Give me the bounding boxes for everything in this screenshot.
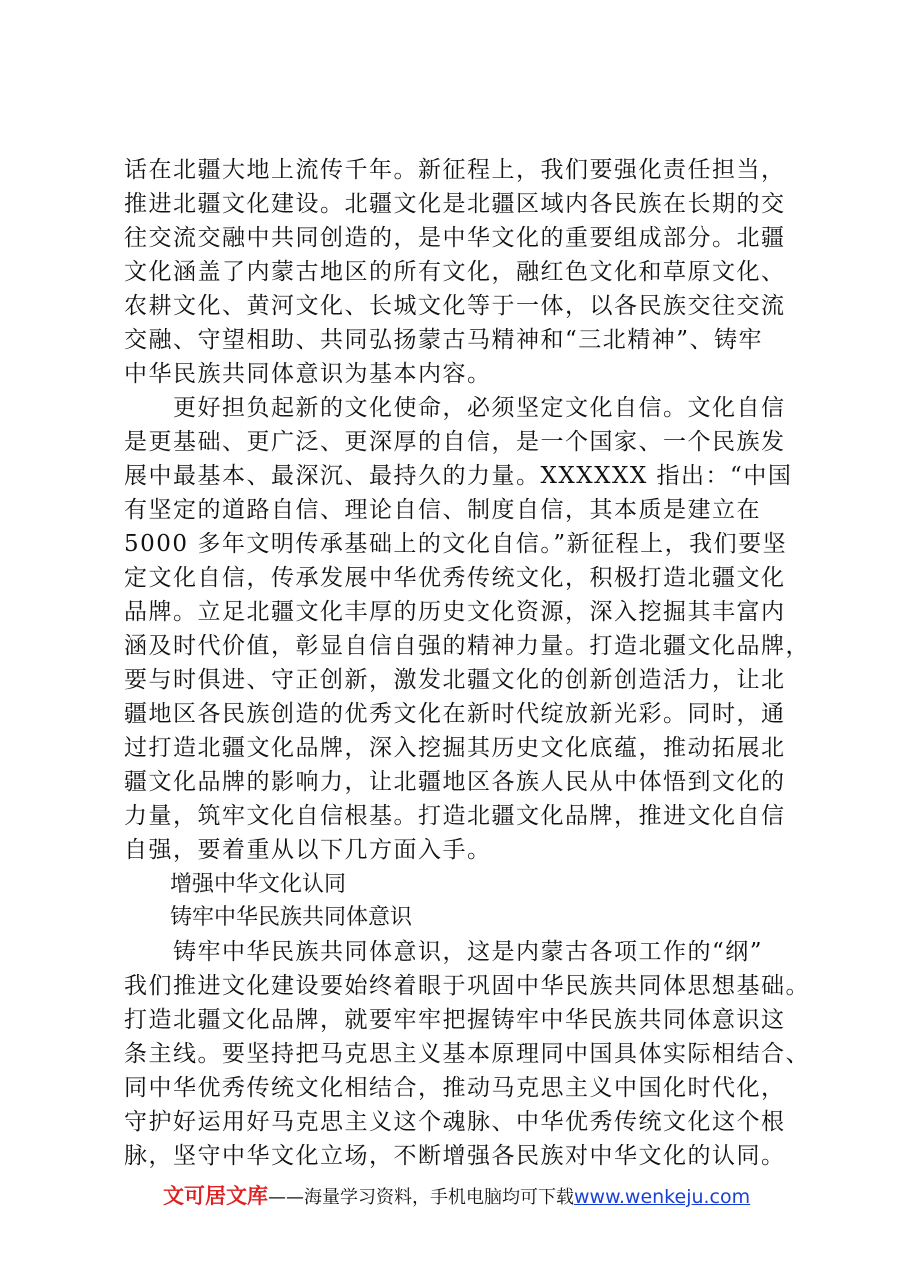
text-line: 守护好运用好马克思主义这个魂脉、中华优秀传统文化这个根 (124, 1109, 786, 1135)
text-line: 5000 多年文明传承基础上的文化自信。”新征程上，我们要坚 (124, 531, 788, 557)
text-line: 力量，筑牢文化自信根基。打造北疆文化品牌，推进文化自信 (124, 803, 786, 829)
footer-url-link[interactable]: www.wenkeju.com (574, 1186, 751, 1208)
text-line: 交融、守望相助、共同弘扬蒙古马精神和“三北精神”、铸牢 (124, 327, 764, 353)
text-line: 铸牢中华民族共同体意识，这是内蒙古各项工作的“纲” (124, 939, 764, 965)
text-line: 往交流交融中共同创造的，是中华文化的重要组成部分。北疆 (124, 225, 786, 251)
text-line: 展中最基本、最深沉、最持久的力量。XXXXXX 指出：“中国 (124, 463, 793, 489)
subsection-heading: 铸牢中华民族共同体意识 (170, 905, 413, 930)
text-line: 要与时俱进、守正创新，激发北疆文化的创新创造活力，让北 (124, 667, 786, 693)
text-line: 中华民族共同体意识为基本内容。 (124, 361, 492, 387)
text-line: 是更基础、更广泛、更深厚的自信，是一个国家、一个民族发 (124, 429, 786, 455)
text-line: 文化涵盖了内蒙古地区的所有文化，融红色文化和草原文化、 (124, 259, 786, 285)
text-line: 涵及时代价值，彰显自信自强的精神力量。打造北疆文化品牌， (124, 633, 810, 659)
text-line: 定文化自信，传承发展中华优秀传统文化，积极打造北疆文化 (124, 565, 786, 591)
text-line: 条主线。要坚持把马克思主义基本原理同中国具体实际相结合、 (124, 1041, 810, 1067)
text-line: 推进北疆文化建设。北疆文化是北疆区域内各民族在长期的交 (124, 191, 786, 217)
text-line: 品牌。立足北疆文化丰厚的历史文化资源，深入挖掘其丰富内 (124, 599, 786, 625)
text-line: 同中华优秀传统文化相结合，推动马克思主义中国化时代化， (124, 1075, 786, 1101)
text-line: 打造北疆文化品牌，就要牢牢把握铸牢中华民族共同体意识这 (124, 1007, 786, 1033)
text-line: 农耕文化、黄河文化、长城文化等于一体，以各民族交往交流 (124, 293, 786, 319)
text-line: 有坚定的道路自信、理论自信、制度自信，其本质是建立在 (124, 497, 761, 523)
section-heading: 增强中华文化认同 (170, 872, 347, 897)
text-line: 脉，坚守中华文化立场，不断增强各民族对中华文化的认同。 (124, 1143, 786, 1169)
footer-tagline: ——海量学习资料，手机电脑均可下载 (268, 1187, 574, 1208)
text-line: 过打造北疆文化品牌，深入挖掘其历史文化底蕴，推动拓展北 (124, 735, 786, 761)
footer-brand: 文可居文库 (163, 1184, 268, 1208)
text-line: 话在北疆大地上流传千年。新征程上，我们要强化责任担当， (124, 157, 786, 183)
text-line: 自强，要着重从以下几方面入手。 (124, 837, 492, 863)
text-line: 疆文化品牌的影响力，让北疆地区各族人民从中体悟到文化的 (124, 769, 786, 795)
footer-banner (163, 1180, 750, 1212)
text-line: 疆地区各民族创造的优秀文化在新时代绽放新光彩。同时，通 (124, 701, 786, 727)
text-line: 更好担负起新的文化使命，必须坚定文化自信。文化自信 (124, 395, 786, 421)
text-line: 我们推进文化建设要始终着眼于巩固中华民族共同体思想基础。 (124, 973, 810, 999)
